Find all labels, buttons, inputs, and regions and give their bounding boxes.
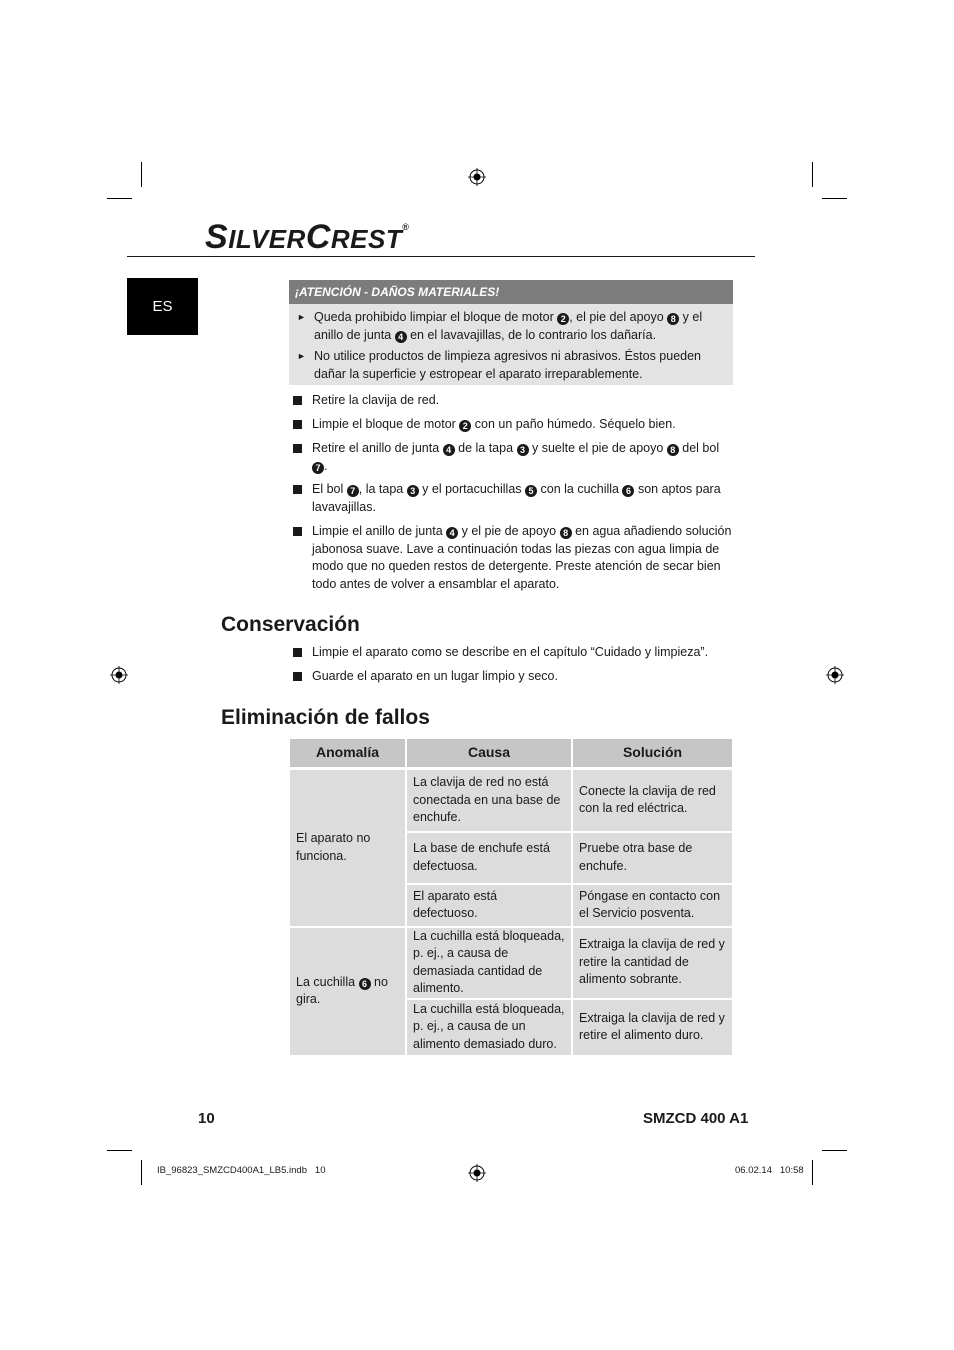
table-cell-solution: Conecte la clavija de red con la red eléctrica. [572,769,732,832]
list-item: Limpie el bloque de motor 2 con un paño húmedo. Séquelo bien. [293,416,733,434]
table-header-row [290,739,732,769]
arrow-bullet-icon: ► [297,351,306,361]
registration-mark-icon [826,666,844,684]
table-row [290,769,732,832]
column-header: Anomalía [290,739,406,769]
registration-mark-icon [468,168,486,186]
column-header: Solución [572,739,732,769]
table-cell-solution: Extraiga la clavija de red y retire el alimento duro. [572,999,732,1056]
language-tab: ES [127,278,198,335]
square-bullet-icon [293,527,302,536]
warning-item: ► Queda prohibido limpiar el bloque de motor 2 , el pie del apoyo 8 y el anillo de junta 4 en el lavavajillas, de lo contrario los dañaría. [297,310,703,342]
page-number: 10 [198,1110,215,1127]
crop-mark [812,162,813,187]
list-item: El bol 7 , la tapa 3 y el portacuchillas 5 con la cuchilla 6 son aptos para lavavajillas. [293,481,733,516]
crop-mark [141,162,142,187]
section-heading-conservation: Conservación [221,613,360,636]
list-item: Retire el anillo de junta 4 de la tapa 3 y suelte el pie de apoyo 8 del bol 7 . [293,440,733,475]
table-cell-solution: Extraiga la clavija de red y retire la cantidad de alimento sobrante. [572,927,732,999]
crop-mark [107,1150,132,1151]
crop-mark [107,198,132,199]
table-cell-anomaly: La cuchilla 6 no gira. [290,927,406,1056]
slug-date: 06.02.14 10:58 [735,1165,804,1176]
section-heading-troubleshooting: Eliminación de fallos [221,706,430,729]
list-item: Limpie el aparato como se describe en el capítulo “Cuidado y limpieza”. [293,644,733,662]
table-cell-solution: Póngase en contacto con el Servicio posventa. [572,884,732,927]
table-cell-anomaly: El aparato no funciona. [290,769,406,927]
square-bullet-icon [293,672,302,681]
crop-mark [822,1150,847,1151]
table-cell-cause: La cuchilla está bloqueada, p. ej., a causa de demasiada cantidad de alimento. [406,927,572,999]
table-row [290,927,732,999]
square-bullet-icon [293,485,302,494]
model-number: SMZCD 400 A1 [643,1110,749,1127]
troubleshooting-table [290,739,732,1057]
warning-title: ¡ATENCIÓN - DAÑOS MATERIALES! [289,280,733,304]
crop-mark [141,1160,142,1185]
list-item: Guarde el aparato en un lugar limpio y seco. [293,668,733,686]
table-cell-solution: Pruebe otra base de enchufe. [572,832,732,884]
square-bullet-icon [293,420,302,429]
crop-mark [822,198,847,199]
crop-mark [812,1160,813,1185]
registration-mark-icon [110,666,128,684]
table-cell-cause: La clavija de red no está conectada en una base de enchufe. [406,769,572,832]
header-rule [127,256,755,257]
list-item: Retire la clavija de red. [293,392,733,410]
square-bullet-icon [293,444,302,453]
table-cell-cause: La cuchilla está bloqueada, p. ej., a causa de un alimento demasiado duro. [406,999,572,1056]
brand-logo: SILVERCREST® [205,218,410,256]
slug-file: IB_96823_SMZCD400A1_LB5.indb 10 [157,1165,326,1176]
table-cell-cause: La base de enchufe está defectuosa. [406,832,572,884]
arrow-bullet-icon: ► [297,312,306,322]
square-bullet-icon [293,648,302,657]
warning-box [289,280,733,385]
warning-item: ► No utilice productos de limpieza agresivos ni abrasivos. Éstos pueden dañar la superficie y estropear el aparato irreparablemente. [297,349,702,381]
column-header: Causa [406,739,572,769]
registration-mark-icon [468,1164,486,1182]
table-cell-cause: El aparato está defectuoso. [406,884,572,927]
square-bullet-icon [293,396,302,405]
list-item: Limpie el anillo de junta 4 y el pie de apoyo 8 en agua añadiendo solución jabonosa suave. Lave a continuación todas las piezas con agua limpia de modo que no queden restos de detergente. Preste atención de secar bien todo antes de volver a ensamblar el aparato. [293,523,733,593]
